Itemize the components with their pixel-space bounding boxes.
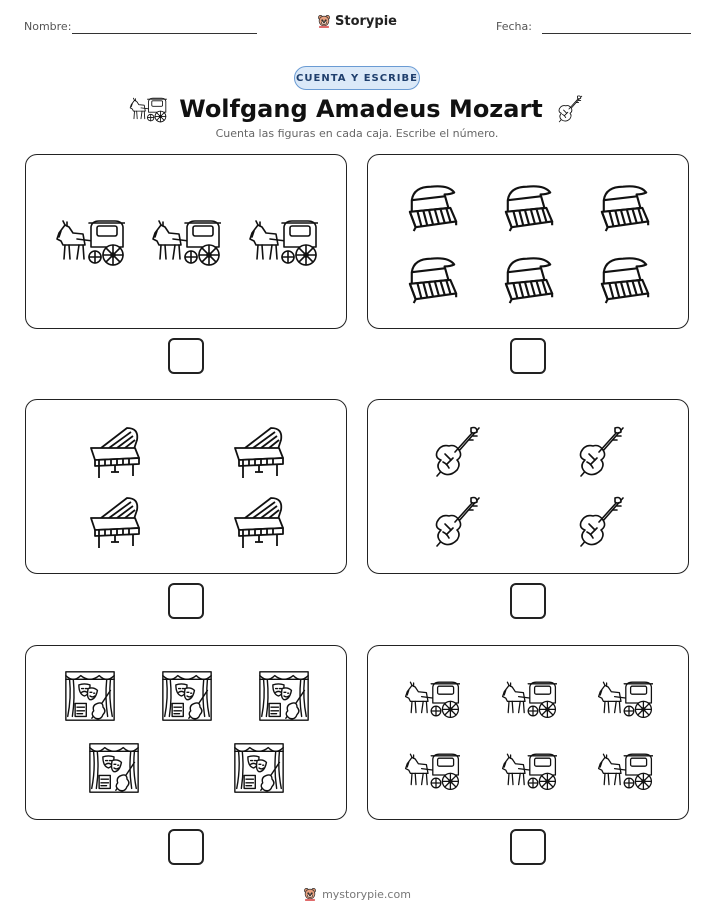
instructions: Cuenta las figuras en cada caja. Escribe el número. xyxy=(215,127,499,140)
theater-stage-icon xyxy=(258,670,310,722)
count-box-4 xyxy=(367,399,689,574)
footer-url[interactable]: mystorypie.com xyxy=(322,887,411,901)
brand-name: Storypie xyxy=(335,13,397,29)
theater-stage-icon xyxy=(161,670,213,722)
date-line[interactable] xyxy=(542,33,691,34)
activity-badge: CUENTA Y ESCRIBE xyxy=(294,66,420,90)
carriage-icon xyxy=(404,751,460,791)
carriage-icon xyxy=(501,679,557,719)
theater-stage-icon xyxy=(64,670,116,722)
count-box-1 xyxy=(25,154,347,329)
keyboard-icon xyxy=(502,179,556,233)
carriage-icon xyxy=(404,679,460,719)
carriage-icon xyxy=(55,217,125,267)
violin-icon xyxy=(429,494,485,550)
violin-icon xyxy=(555,94,585,124)
carriage-icon xyxy=(129,96,167,123)
keyboard-icon xyxy=(502,251,556,305)
keyboard-icon xyxy=(406,251,460,305)
theater-stage-icon xyxy=(88,742,140,794)
footer xyxy=(0,886,714,902)
answer-box-2[interactable] xyxy=(510,338,546,374)
brand-logo xyxy=(0,13,714,29)
keyboard-icon xyxy=(406,179,460,233)
grand-piano-icon xyxy=(231,494,287,550)
violin-icon xyxy=(573,424,629,480)
grand-piano-icon xyxy=(87,494,143,550)
count-box-5 xyxy=(25,645,347,820)
theater-stage-icon xyxy=(233,742,285,794)
title-row xyxy=(0,92,714,126)
answer-box-4[interactable] xyxy=(510,583,546,619)
answer-box-6[interactable] xyxy=(510,829,546,865)
count-box-2 xyxy=(367,154,689,329)
bear-logo-icon xyxy=(303,886,317,902)
answer-box-3[interactable] xyxy=(168,583,204,619)
violin-icon xyxy=(573,494,629,550)
grand-piano-icon xyxy=(231,424,287,480)
name-line[interactable] xyxy=(72,33,257,34)
name-label: Nombre: xyxy=(24,20,72,33)
date-label: Fecha: xyxy=(496,20,532,33)
answer-box-5[interactable] xyxy=(168,829,204,865)
keyboard-icon xyxy=(598,251,652,305)
keyboard-icon xyxy=(598,179,652,233)
carriage-icon xyxy=(151,217,221,267)
carriage-icon xyxy=(597,679,653,719)
page-title: Wolfgang Amadeus Mozart xyxy=(179,95,543,123)
carriage-icon xyxy=(248,217,318,267)
carriage-icon xyxy=(597,751,653,791)
violin-icon xyxy=(429,424,485,480)
count-box-3 xyxy=(25,399,347,574)
carriage-icon xyxy=(501,751,557,791)
bear-logo-icon xyxy=(317,13,331,29)
count-box-6 xyxy=(367,645,689,820)
answer-box-1[interactable] xyxy=(168,338,204,374)
grand-piano-icon xyxy=(87,424,143,480)
